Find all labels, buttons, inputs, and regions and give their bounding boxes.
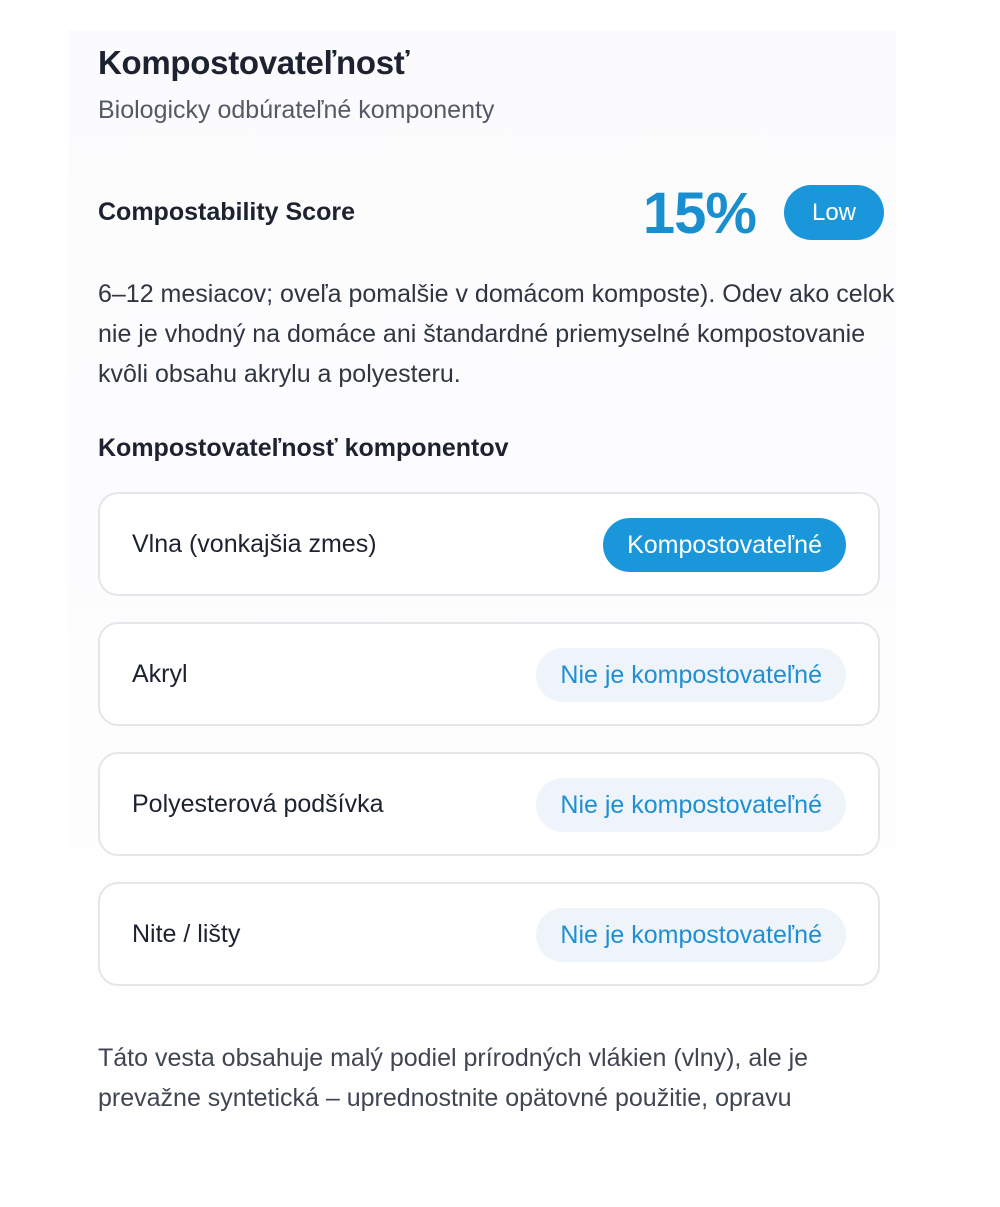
score-value: 15% (642, 181, 756, 246)
component-row-acrylic (98, 622, 880, 726)
component-status-badge: Nie je kompostovateľné (536, 908, 846, 962)
score-level-badge: Low (784, 185, 884, 240)
footer-note: Táto vesta obsahuje malý podiel prírodných vlákien (vlny), ale je prevažne syntetická – uprednostnite opätovné použitie, opravu (98, 1044, 809, 1112)
component-row-wool (98, 492, 880, 596)
component-name: Nite / lišty (132, 920, 241, 948)
component-row-polyester-lining (98, 752, 880, 856)
component-name: Polyesterová podšívka (132, 790, 384, 818)
page-subtitle: Biologicky odbúrateľné komponenty (98, 96, 495, 124)
component-row-threads-trims (98, 882, 880, 986)
component-status-badge: Kompostovateľné (603, 518, 846, 572)
component-name: Akryl (132, 660, 188, 688)
score-label: Compostability Score (98, 198, 355, 226)
component-name: Vlna (vonkajšia zmes) (132, 530, 377, 558)
component-status-badge: Nie je kompostovateľné (536, 778, 846, 832)
components-section-title: Kompostovateľnosť komponentov (98, 434, 509, 462)
component-status-badge: Nie je kompostovateľné (536, 648, 846, 702)
score-row (98, 180, 884, 250)
score-description: 6–12 mesiacov; oveľa pomalšie v domácom komposte). Odev ako celok nie je vhodný na domáce ani štandardné priemyselné kompostovanie kvôli obsahu akrylu a polyesteru. (98, 280, 895, 388)
page-title: Kompostovateľnosť (98, 44, 410, 81)
